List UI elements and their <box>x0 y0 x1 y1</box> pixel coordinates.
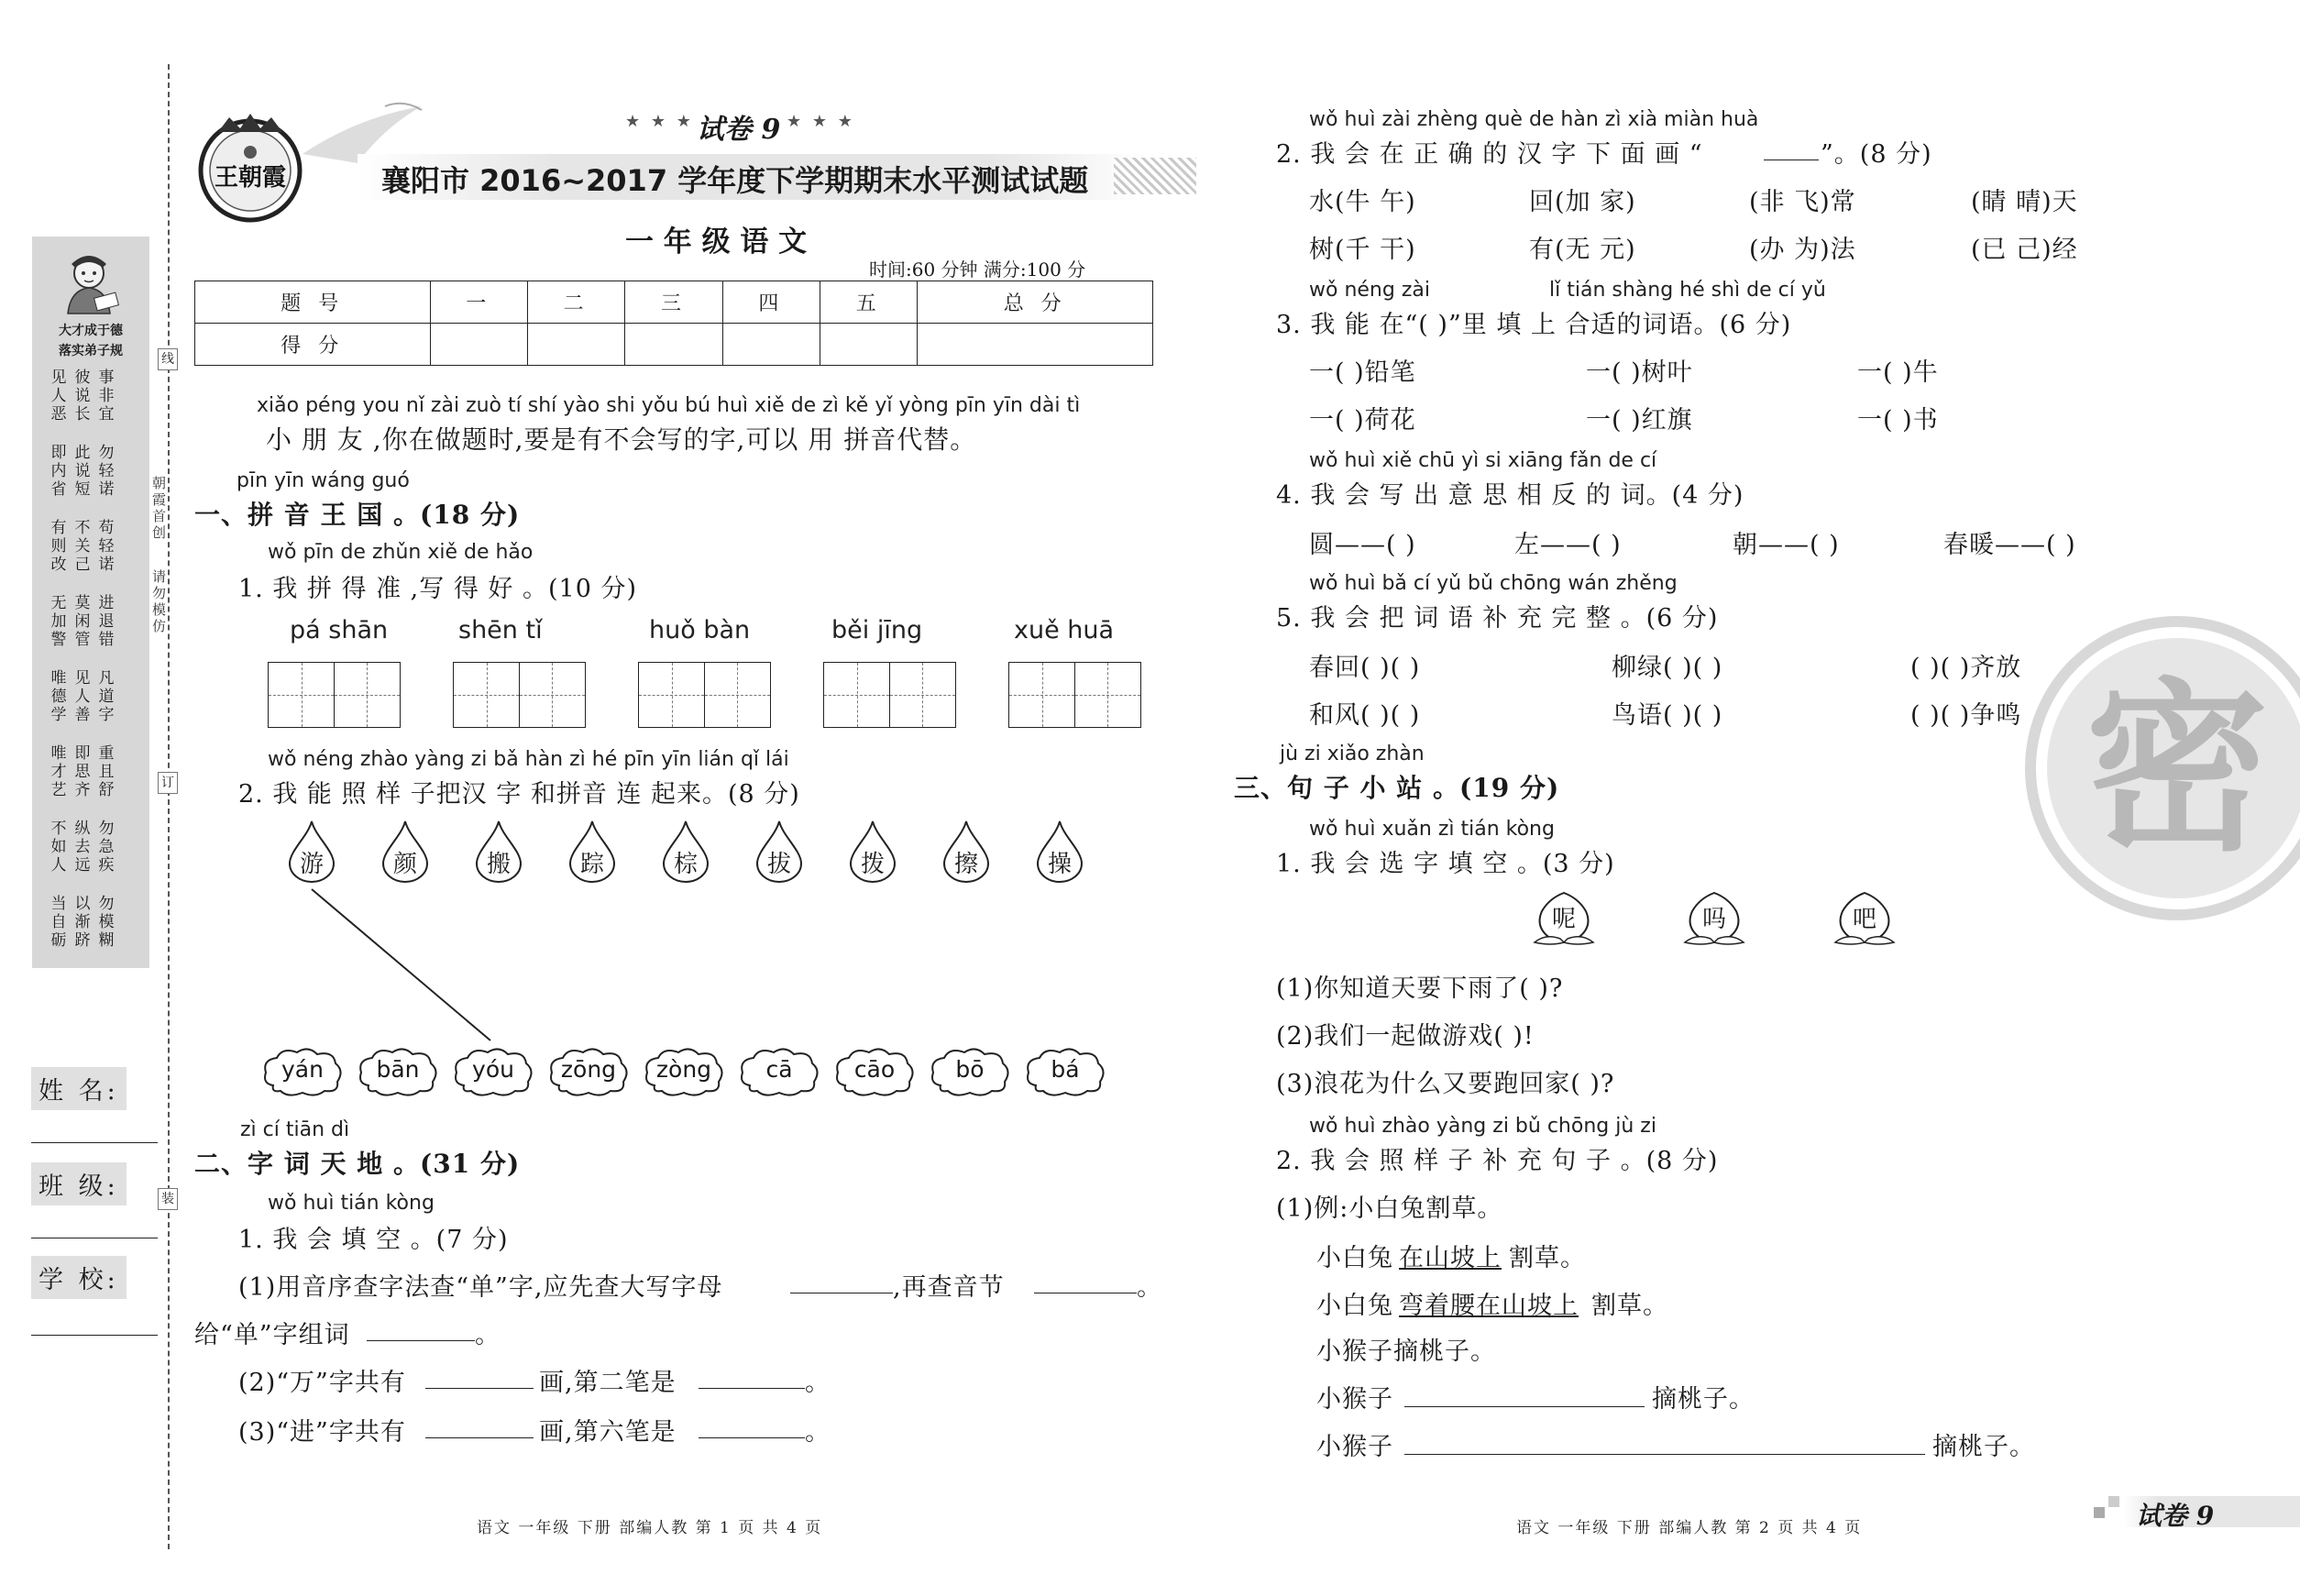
measure-word-blank[interactable]: 一( )红旗 <box>1586 406 1693 435</box>
section2-title: 二、字 词 天 地 。(31 分) <box>194 1149 521 1179</box>
s3q2-pinyin: wǒ huì zhào yàng zi bǔ chōng jù zi <box>1309 1115 1656 1138</box>
practice-blank-2[interactable] <box>1404 1454 1925 1455</box>
word-peach[interactable] <box>1828 889 1901 953</box>
cloud-syllable: cā <box>765 1056 793 1083</box>
cloud-syllable: cāo <box>853 1056 896 1083</box>
writing-grid-3[interactable] <box>638 662 772 728</box>
motto-column: 彼说长 <box>74 369 91 424</box>
pinyin-word-3: huǒ bàn <box>649 616 751 644</box>
class-label: 班 级: <box>31 1162 127 1205</box>
svg-text:密: 密 <box>2085 661 2270 876</box>
s2q2-text-b: ”。(8 分) <box>1821 140 1932 169</box>
practice-1a: 小猴子 <box>1316 1385 1393 1414</box>
pinyin-cloud[interactable] <box>1023 1045 1107 1096</box>
badge-paper-number: 试卷 9 <box>2136 1501 2215 1531</box>
peach-word: 吗 <box>1701 906 1726 933</box>
scholar-figure-icon <box>48 246 130 315</box>
fill-line-1d: 给“单”字组词 <box>194 1321 350 1349</box>
publisher-note-2: 请勿模仿 <box>152 568 167 634</box>
char-choice[interactable]: (睛 晴)天 <box>1971 188 2078 216</box>
name-label: 姓 名: <box>31 1067 127 1110</box>
fill-line-3c: 。 <box>805 1418 831 1447</box>
s2q2-pinyin: wǒ huì zài zhèng què de hàn zì xià miàn huà <box>1309 108 1759 131</box>
section1-title: 一、拼 音 王 国 。(18 分) <box>194 500 521 530</box>
score-table-header-row <box>195 281 1153 324</box>
exam-title: 襄阳市 2016~2017 学年度下学期期末水平测试试题 <box>381 163 1089 198</box>
writing-grid-4[interactable] <box>823 662 957 728</box>
motto-column: 不如人 <box>50 820 67 875</box>
drop-character: 棕 <box>673 851 698 878</box>
example-2a: 小白兔 <box>1316 1292 1393 1320</box>
drop-character: 踪 <box>579 851 604 878</box>
star-decoration-left: ★ ★ ★ <box>625 112 694 131</box>
motto-column: 即思齐 <box>74 744 91 799</box>
fill-line-3a: (3)“进”字共有 <box>238 1418 406 1447</box>
s3q1-pinyin: wǒ huì xuǎn zì tián kòng <box>1309 818 1555 841</box>
antonym-blank[interactable]: 左——( ) <box>1514 531 1622 559</box>
writing-grid-2[interactable] <box>453 662 587 728</box>
example-1b-underlined: 在山坡上 <box>1399 1244 1502 1272</box>
intro-text: 小 朋 友 ,你在做题时,要是有不会写的字,可以 用 拼音代替。 <box>266 424 977 455</box>
drop-character: 操 <box>1047 851 1072 878</box>
s2q1-text: 1. 我 会 填 空 。(7 分) <box>238 1226 509 1254</box>
star-decoration-right: ★ ★ ★ <box>787 112 855 131</box>
name-field[interactable] <box>31 1142 158 1143</box>
confidential-stamp <box>2021 612 2300 924</box>
sentence-blank[interactable]: (2)我们一起做游戏( )! <box>1276 1022 1535 1051</box>
score-cell: 五 <box>820 281 918 324</box>
motto-column: 当自砺 <box>50 895 67 950</box>
cloud-syllable: yán <box>281 1056 324 1083</box>
char-choice[interactable]: 回(加 家) <box>1529 188 1636 216</box>
s2q3-pinyin-a: wǒ néng zài <box>1309 279 1430 302</box>
character-drop[interactable] <box>849 820 897 884</box>
motto-column: 即内省 <box>50 444 67 499</box>
s3q2-text: 2. 我 会 照 样 子 补 充 句 子 。(8 分) <box>1276 1147 1719 1175</box>
fill-line-1b: ,再查音节 <box>893 1273 1005 1302</box>
example-connecting-line <box>303 880 504 1045</box>
cloud-syllable: zòng <box>655 1056 712 1083</box>
s2q3-pinyin-b: lǐ tián shàng hé shì de cí yǔ <box>1549 279 1826 302</box>
pinyin-word-5: xuě huā <box>1014 616 1115 644</box>
s2q5-pinyin: wǒ huì bǎ cí yǔ bǔ chōng wán zhěng <box>1309 572 1678 595</box>
antonym-blank[interactable]: 圆——( ) <box>1309 531 1416 559</box>
example-2c: 割草。 <box>1591 1292 1668 1320</box>
pinyin-cloud[interactable] <box>642 1045 726 1096</box>
motto-heading-2: 落实弟子规 <box>59 344 123 358</box>
idiom-blank[interactable]: 鸟语( )( ) <box>1612 701 1723 730</box>
pinyin-word-4: běi jīng <box>831 616 923 644</box>
section1-pinyin: pīn yīn wáng guó <box>237 469 410 492</box>
section3-pinyin: jù zi xiǎo zhàn <box>1280 743 1425 765</box>
s3q1-text: 1. 我 会 选 字 填 空 。(3 分) <box>1276 850 1615 878</box>
s2q4-pinyin: wǒ huì xiě chū yì si xiāng fǎn de cí <box>1309 449 1657 472</box>
character-drop[interactable] <box>942 820 990 884</box>
measure-word-blank[interactable]: 一( )书 <box>1857 406 1939 435</box>
motto-column: 勿模糊 <box>98 895 115 950</box>
score-cell: 总 分 <box>918 281 1153 324</box>
pinyin-cloud[interactable] <box>546 1045 631 1096</box>
motto-column: 苟轻诺 <box>98 519 115 574</box>
motto-column: 勿轻诺 <box>98 444 115 499</box>
score-cell: 四 <box>722 281 820 324</box>
cloud-syllable: bá <box>1051 1056 1080 1083</box>
fill-line-1e: 。 <box>475 1321 501 1349</box>
motto-column: 唯才艺 <box>50 744 67 799</box>
pinyin-cloud[interactable] <box>737 1045 821 1096</box>
peach-word: 吧 <box>1852 906 1876 933</box>
cloud-syllable: zōng <box>560 1056 617 1083</box>
sentence-blank[interactable]: (3)浪花为什么又要跑回家( )? <box>1276 1070 1615 1098</box>
idiom-blank[interactable]: ( )( )齐放 <box>1910 654 2022 682</box>
s2q1-pinyin: wǒ huì tián kòng <box>268 1192 435 1215</box>
drop-character: 游 <box>299 851 324 878</box>
score-cell: 三 <box>625 281 722 324</box>
measure-word-blank[interactable]: 一( )树叶 <box>1586 358 1693 387</box>
char-choice[interactable]: (办 为)法 <box>1749 236 1856 264</box>
antonym-blank[interactable]: 春暖——( ) <box>1943 531 2076 559</box>
motto-column: 勿急疾 <box>98 820 115 875</box>
footer-right: 语文 一年级 下册 部编人教 第 2 页 共 4 页 <box>1516 1519 1863 1537</box>
practice-2a: 小猴子 <box>1316 1433 1393 1461</box>
character-drop[interactable] <box>475 820 523 884</box>
idiom-blank[interactable]: ( )( )争鸣 <box>1910 701 2022 730</box>
drop-character: 拨 <box>860 851 885 878</box>
drop-character: 拔 <box>766 851 791 878</box>
fill-line-1c: 。 <box>1137 1273 1162 1302</box>
character-drop[interactable] <box>381 820 429 884</box>
score-cell: 得 分 <box>195 324 431 366</box>
drop-character: 颜 <box>392 851 417 878</box>
motto-column: 以渐跻 <box>74 895 91 950</box>
s1q2-text: 2. 我 能 照 样 子把汉 字 和拼音 连 起来。(8 分) <box>238 780 800 809</box>
idiom-blank[interactable]: 柳绿( )( ) <box>1612 654 1723 682</box>
cut-mark-ding: 订 <box>158 772 178 794</box>
score-input-cell[interactable] <box>722 324 820 366</box>
footer-left: 语文 一年级 下册 部编人教 第 1 页 共 4 页 <box>477 1519 823 1537</box>
fill-line-2a: (2)“万”字共有 <box>238 1369 406 1397</box>
drop-character: 搬 <box>486 851 511 878</box>
antonym-blank[interactable]: 朝——( ) <box>1733 531 1840 559</box>
s2q5-text: 5. 我 会 把 词 语 补 充 完 整 。(6 分) <box>1276 604 1719 633</box>
svg-text:王朝霞: 王朝霞 <box>214 164 287 192</box>
writing-grid-1[interactable] <box>268 662 402 728</box>
s1q1-pinyin: wǒ pīn de zhǔn xiě de hǎo <box>268 541 534 564</box>
score-input-cell[interactable] <box>918 324 1153 366</box>
badge-square-decoration <box>2094 1507 2105 1518</box>
motto-column: 见人善 <box>74 669 91 724</box>
badge-square-decoration <box>2108 1496 2119 1507</box>
drop-character: 擦 <box>953 851 978 878</box>
character-drop[interactable] <box>568 820 616 884</box>
sentence-blank[interactable]: (1)你知道天要下雨了( )? <box>1276 974 1564 1003</box>
motto-column: 唯德学 <box>50 669 67 724</box>
s2q2-text-a: 2. 我 会 在 正 确 的 汉 字 下 面 画 “ <box>1276 140 1703 169</box>
score-cell: 一 <box>430 281 527 324</box>
score-table-score-row <box>195 324 1153 366</box>
fill-line-2b: 画,第二笔是 <box>539 1369 677 1397</box>
brand-logo-emblem <box>194 112 306 224</box>
word-peach[interactable] <box>1678 889 1751 953</box>
example-label: (1)例:小白兔割草。 <box>1276 1194 1503 1223</box>
fill-line-2c: 。 <box>805 1369 831 1397</box>
motto-heading-1: 大才成于德 <box>59 324 123 338</box>
char-choice[interactable]: 有(无 元) <box>1529 236 1636 264</box>
blank-stroke-count-1[interactable] <box>425 1388 534 1389</box>
section3-title: 三、句 子 小 站 。(19 分) <box>1234 773 1560 803</box>
pinyin-word-2: shēn tǐ <box>458 616 543 644</box>
motto-column: 纵去远 <box>74 820 91 875</box>
score-cell: 题 号 <box>195 281 431 324</box>
example-1c: 割草。 <box>1509 1244 1586 1272</box>
s1q1-text: 1. 我 拼 得 准 ,写 得 好 。(10 分) <box>238 575 638 603</box>
intro-pinyin: xiǎo péng you nǐ zài zuò tí shí yào shi yǒu bú huì xiě de zì kě yǐ yòng pīn yīn dài tì <box>257 394 1081 417</box>
motto-column: 有则改 <box>50 519 67 574</box>
measure-word-blank[interactable]: 一( )铅笔 <box>1309 358 1416 387</box>
score-cell: 二 <box>527 281 624 324</box>
s1q2-pinyin: wǒ néng zhào yàng zi bǎ hàn zì hé pīn yīn lián qǐ lái <box>268 748 789 771</box>
school-field[interactable] <box>31 1335 158 1336</box>
time-info: 时间:60 分钟 满分:100 分 <box>869 259 1086 281</box>
cloud-syllable: bān <box>376 1056 420 1083</box>
writing-grid-5[interactable] <box>1008 662 1142 728</box>
fill-line-3b: 画,第六笔是 <box>539 1418 677 1447</box>
school-label: 学 校: <box>31 1256 127 1299</box>
section2-pinyin: zì cí tiān dì <box>240 1118 350 1141</box>
paper-number: 试卷 9 <box>697 114 781 146</box>
practice-2b: 摘桃子。 <box>1932 1433 2035 1461</box>
score-input-cell[interactable] <box>625 324 722 366</box>
s2q4-text: 4. 我 会 写 出 意 思 相 反 的 词。(4 分) <box>1276 481 1744 510</box>
publisher-note-1: 朝霞首创 <box>152 475 167 541</box>
motto-column: 进退错 <box>98 594 115 649</box>
practice-blank-1[interactable] <box>1404 1406 1645 1407</box>
subject-title: 一 年 级 语 文 <box>625 226 808 259</box>
binding-dashed-line <box>168 64 170 1549</box>
score-input-cell[interactable] <box>527 324 624 366</box>
cloud-syllable: bō <box>955 1056 985 1083</box>
motto-column: 事非宜 <box>98 369 115 424</box>
motto-column: 见人恶 <box>50 369 67 424</box>
character-drop[interactable] <box>662 820 710 884</box>
char-choice[interactable]: 水(牛 午) <box>1309 188 1416 216</box>
motto-column: 此说短 <box>74 444 91 499</box>
character-drop[interactable] <box>288 820 336 884</box>
character-drop[interactable] <box>755 820 803 884</box>
cloud-syllable: yóu <box>472 1056 514 1083</box>
example-2b-underlined: 弯着腰在山坡上 <box>1399 1292 1579 1320</box>
pinyin-cloud[interactable] <box>451 1045 535 1096</box>
pinyin-cloud[interactable] <box>356 1045 440 1096</box>
blank-stroke-count-2[interactable] <box>425 1437 534 1438</box>
blank-stroke-2[interactable] <box>699 1437 805 1438</box>
s2q3-text: 3. 我 能 在“( )”里 填 上 合适的词语。(6 分) <box>1276 311 1792 339</box>
cut-mark-zhuang: 装 <box>158 1188 178 1210</box>
score-table <box>194 281 1153 366</box>
blank-stroke-1[interactable] <box>699 1388 805 1389</box>
character-drop[interactable] <box>1036 820 1084 884</box>
score-input-cell[interactable] <box>430 324 527 366</box>
blank-word[interactable] <box>367 1340 475 1341</box>
score-input-cell[interactable] <box>820 324 918 366</box>
pinyin-cloud[interactable] <box>832 1045 917 1096</box>
peach-word: 呢 <box>1551 906 1576 933</box>
measure-word-blank[interactable]: 一( )荷花 <box>1309 406 1416 435</box>
pinyin-cloud[interactable] <box>928 1045 1012 1096</box>
motto-column: 莫闲管 <box>74 594 91 649</box>
cut-mark-xian: 线 <box>158 348 178 370</box>
char-choice[interactable]: 树(千 干) <box>1309 236 1416 264</box>
fill-line-1a: (1)用音序查字法查“单”字,应先查大写字母 <box>238 1273 723 1302</box>
pinyin-cloud[interactable] <box>260 1045 345 1096</box>
example-1a: 小白兔 <box>1316 1244 1393 1272</box>
idiom-blank[interactable]: 和风( )( ) <box>1309 701 1421 730</box>
idiom-blank[interactable]: 春回( )( ) <box>1309 654 1421 682</box>
measure-word-blank[interactable]: 一( )牛 <box>1857 358 1939 387</box>
char-choice[interactable]: (已 己)经 <box>1971 236 2078 264</box>
motto-column: 无加警 <box>50 594 67 649</box>
motto-column: 重且舒 <box>98 744 115 799</box>
practice-1b: 摘桃子。 <box>1652 1385 1755 1414</box>
motto-column: 不关己 <box>74 519 91 574</box>
pinyin-word-1: pá shān <box>290 616 389 644</box>
char-choice[interactable]: (非 飞)常 <box>1749 188 1856 216</box>
motto-column: 凡道字 <box>98 669 115 724</box>
practice-base: 小猴子摘桃子。 <box>1316 1337 1496 1366</box>
banner-stripes <box>1114 158 1196 194</box>
word-peach[interactable] <box>1527 889 1601 953</box>
